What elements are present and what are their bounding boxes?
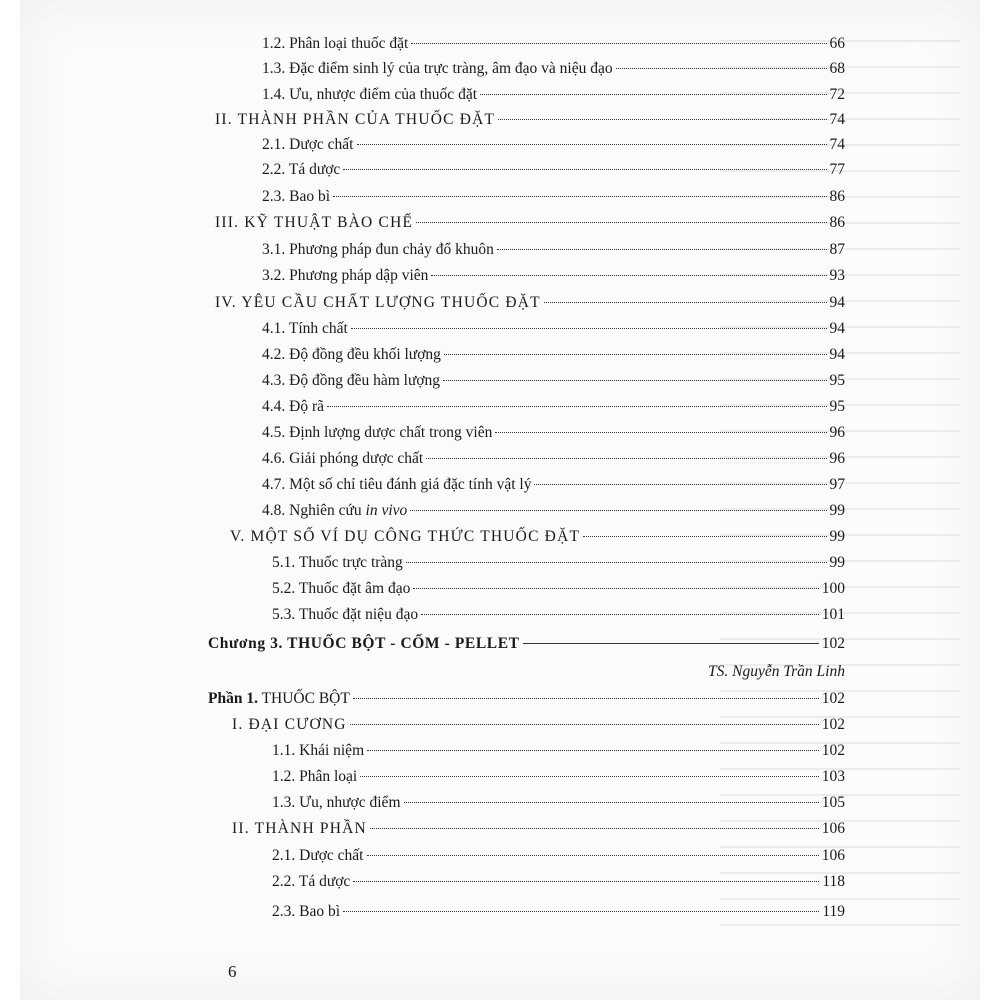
toc-entry: [232, 715, 845, 735]
toc-entry-label: 5.1. Thuốc trực tràng: [272, 554, 403, 571]
dot-leader: [404, 802, 819, 803]
dot-leader: [416, 222, 826, 223]
toc-entry: [262, 135, 845, 155]
toc-part-entry: [208, 689, 845, 709]
dot-leader: [544, 302, 827, 303]
toc-entry: [272, 553, 845, 573]
book-page: [20, 0, 980, 1000]
toc-entry-label: 1.3. Đặc điểm sinh lý của trực tràng, âm đạo và niệu đạo: [262, 60, 613, 77]
toc-entry: [272, 872, 845, 892]
toc-entry-label: 3.2. Phương pháp dập viên: [262, 267, 429, 284]
toc-entry-page: 102: [821, 690, 845, 707]
toc-entry: [262, 34, 845, 54]
toc-entry: [262, 59, 845, 79]
toc-entry-label: 4.5. Định lượng dược chất trong viên: [262, 424, 493, 441]
toc-entry-page: 72: [829, 86, 845, 103]
toc-entry-label: 5.2. Thuốc đặt âm đạo: [272, 580, 411, 597]
toc-entry: [272, 605, 845, 625]
dot-leader: [367, 750, 819, 751]
dot-leader: [367, 855, 819, 856]
toc-entry: [262, 449, 845, 469]
dot-leader: [357, 144, 827, 145]
toc-entry: [272, 793, 845, 813]
toc-entry-label: V. MỘT SỐ VÍ DỤ CÔNG THỨC THUỐC ĐẶT: [230, 528, 581, 545]
toc-entry-page: 99: [829, 502, 845, 519]
toc-entry: [272, 846, 845, 866]
dot-leader: [343, 911, 819, 912]
toc-entry-label: 1.1. Khái niệm: [272, 742, 365, 759]
toc-entry-label: 3.1. Phương pháp đun chảy đổ khuôn: [262, 241, 494, 258]
chapter-author: TS. Nguyễn Trần Linh: [708, 663, 845, 680]
toc-entry-label: [208, 689, 350, 709]
dot-leader: [426, 458, 826, 459]
toc-entry-label: 2.2. Tá dược: [262, 161, 341, 178]
toc-chapter-entry: [208, 634, 845, 654]
toc-entry: [215, 213, 845, 233]
toc-entry-page: 99: [829, 554, 845, 571]
toc-entry: [232, 819, 845, 839]
toc-entry-page: 66: [829, 35, 845, 52]
toc-entry-label: 4.3. Độ đồng đều hàm lượng: [262, 372, 441, 389]
toc-entry: [272, 741, 845, 761]
toc-entry-label: 1.4. Ưu, nhược điểm của thuốc đặt: [262, 86, 478, 103]
toc-entry-page: 119: [822, 903, 845, 920]
toc-entry: [262, 423, 845, 443]
toc-entry-label-text: 4.8. Nghiên cứu: [262, 502, 366, 519]
toc-entry-page: 96: [829, 424, 845, 441]
dot-leader: [443, 380, 826, 381]
toc-entry-page: 77: [829, 161, 845, 178]
toc-entry: [262, 501, 845, 521]
toc-entry: [215, 293, 845, 313]
dot-leader: [431, 275, 826, 276]
toc-entry: [262, 266, 845, 286]
toc-entry: [262, 371, 845, 391]
toc-entry: [272, 579, 845, 599]
toc-entry: [262, 345, 845, 365]
toc-entry-label: 2.2. Tá dược: [272, 873, 351, 890]
dot-leader: [421, 614, 819, 615]
toc-entry-page: 93: [829, 267, 845, 284]
toc-entry-page: 106: [821, 820, 845, 837]
toc-entry-page: 118: [822, 873, 845, 890]
dot-leader: [413, 588, 818, 589]
toc-entry-label: 1.2. Phân loại: [272, 768, 358, 785]
dot-leader: [583, 536, 826, 537]
toc-entry: [262, 85, 845, 105]
toc-entry: [262, 187, 845, 207]
toc-entry-label: 4.7. Một số chỉ tiêu đánh giá đặc tính vật lý: [262, 476, 532, 493]
toc-entry-page: 101: [821, 606, 845, 623]
toc-entry-label: Chương 3. THUỐC BỘT - CỐM - PELLET: [208, 635, 520, 652]
toc-entry-label: IV. YÊU CẦU CHẤT LƯỢNG THUỐC ĐẶT: [215, 294, 541, 311]
toc-entry-page: 94: [829, 320, 845, 337]
toc-entry-page: 102: [821, 716, 845, 733]
toc-entry-page: 94: [829, 294, 845, 311]
dot-leader: [351, 328, 827, 329]
toc-entry-label: 4.4. Độ rã: [262, 398, 324, 415]
toc-entry-page: 103: [821, 768, 845, 785]
toc-part-title: THUỐC BỘT: [257, 690, 350, 707]
toc-entry-label: 4.2. Độ đồng đều khối lượng: [262, 346, 441, 363]
toc-entry-label: 2.3. Bao bì: [262, 188, 331, 205]
toc-entry-page: 99: [829, 528, 845, 545]
dot-leader: [498, 119, 826, 120]
toc-entry-page: 87: [829, 241, 845, 258]
toc-entry-label: 5.3. Thuốc đặt niệu đạo: [272, 606, 419, 623]
toc-entry: [262, 397, 845, 417]
dot-leader: [327, 406, 827, 407]
toc-entry-page: 106: [821, 847, 845, 864]
toc-part-number: Phần 1.: [208, 690, 258, 707]
toc-entry: [262, 160, 845, 180]
toc-entry: [215, 110, 845, 130]
toc-entry: [272, 902, 845, 922]
dot-leader: [497, 249, 827, 250]
toc-entry-label: II. THÀNH PHẦN: [232, 820, 367, 837]
dot-leader: [444, 354, 827, 355]
toc-entry-page: 94: [829, 346, 845, 363]
dot-leader: [534, 484, 826, 485]
toc-entry-page: 102: [821, 742, 845, 759]
dot-leader: [406, 562, 827, 563]
toc-entry-page: 68: [829, 60, 845, 77]
toc-entry-label-italic: in vivo: [365, 502, 408, 519]
dot-leader: [333, 196, 826, 197]
toc-entry-page: 102: [821, 635, 845, 652]
toc-entry-label: 2.3. Bao bì: [272, 903, 341, 920]
toc-entry-page: 97: [829, 476, 845, 493]
dot-leader: [353, 881, 819, 882]
dot-leader: [360, 776, 819, 777]
toc-entry-label: II. THÀNH PHẦN CỦA THUỐC ĐẶT: [215, 111, 496, 128]
dot-leader: [480, 94, 826, 95]
dot-leader: [370, 828, 819, 829]
dot-leader: [353, 698, 819, 699]
page-number: 6: [228, 962, 237, 981]
toc-entry-label: 1.2. Phân loại thuốc đặt: [262, 35, 409, 52]
dot-leader: [350, 724, 819, 725]
dot-leader: [495, 432, 826, 433]
toc-entry-page: 74: [829, 136, 845, 153]
toc-entry-page: 86: [829, 188, 845, 205]
toc-entry-page: 96: [829, 450, 845, 467]
toc-entry-label: 4.6. Giải phóng dược chất: [262, 450, 424, 467]
toc-entry-page: 105: [821, 794, 845, 811]
toc-entry-label: 2.1. Dược chất: [272, 847, 364, 864]
toc-entry-page: 74: [829, 111, 845, 128]
dot-leader: [410, 510, 826, 511]
toc-entry-label: 1.3. Ưu, nhược điểm: [272, 794, 401, 811]
toc-entry-page: 100: [821, 580, 845, 597]
toc-entry: [262, 319, 845, 339]
toc-entry: [262, 475, 845, 495]
toc-entry-label: [262, 501, 407, 521]
toc-entry: [230, 527, 845, 547]
toc-entry: [272, 767, 845, 787]
toc-entry: [262, 240, 845, 260]
toc-entry-page: 95: [829, 372, 845, 389]
toc-entry-label: 4.1. Tính chất: [262, 320, 348, 337]
toc-entry-page: 95: [829, 398, 845, 415]
rule-leader: [523, 643, 819, 644]
toc-entry-page: 86: [829, 214, 845, 231]
dot-leader: [411, 43, 826, 44]
toc-entry-label: I. ĐẠI CƯƠNG: [232, 716, 347, 733]
toc-entry-label: 2.1. Dược chất: [262, 136, 354, 153]
dot-leader: [616, 68, 827, 69]
toc-entry-label: III. KỸ THUẬT BÀO CHẾ: [215, 214, 414, 231]
dot-leader: [343, 169, 826, 170]
